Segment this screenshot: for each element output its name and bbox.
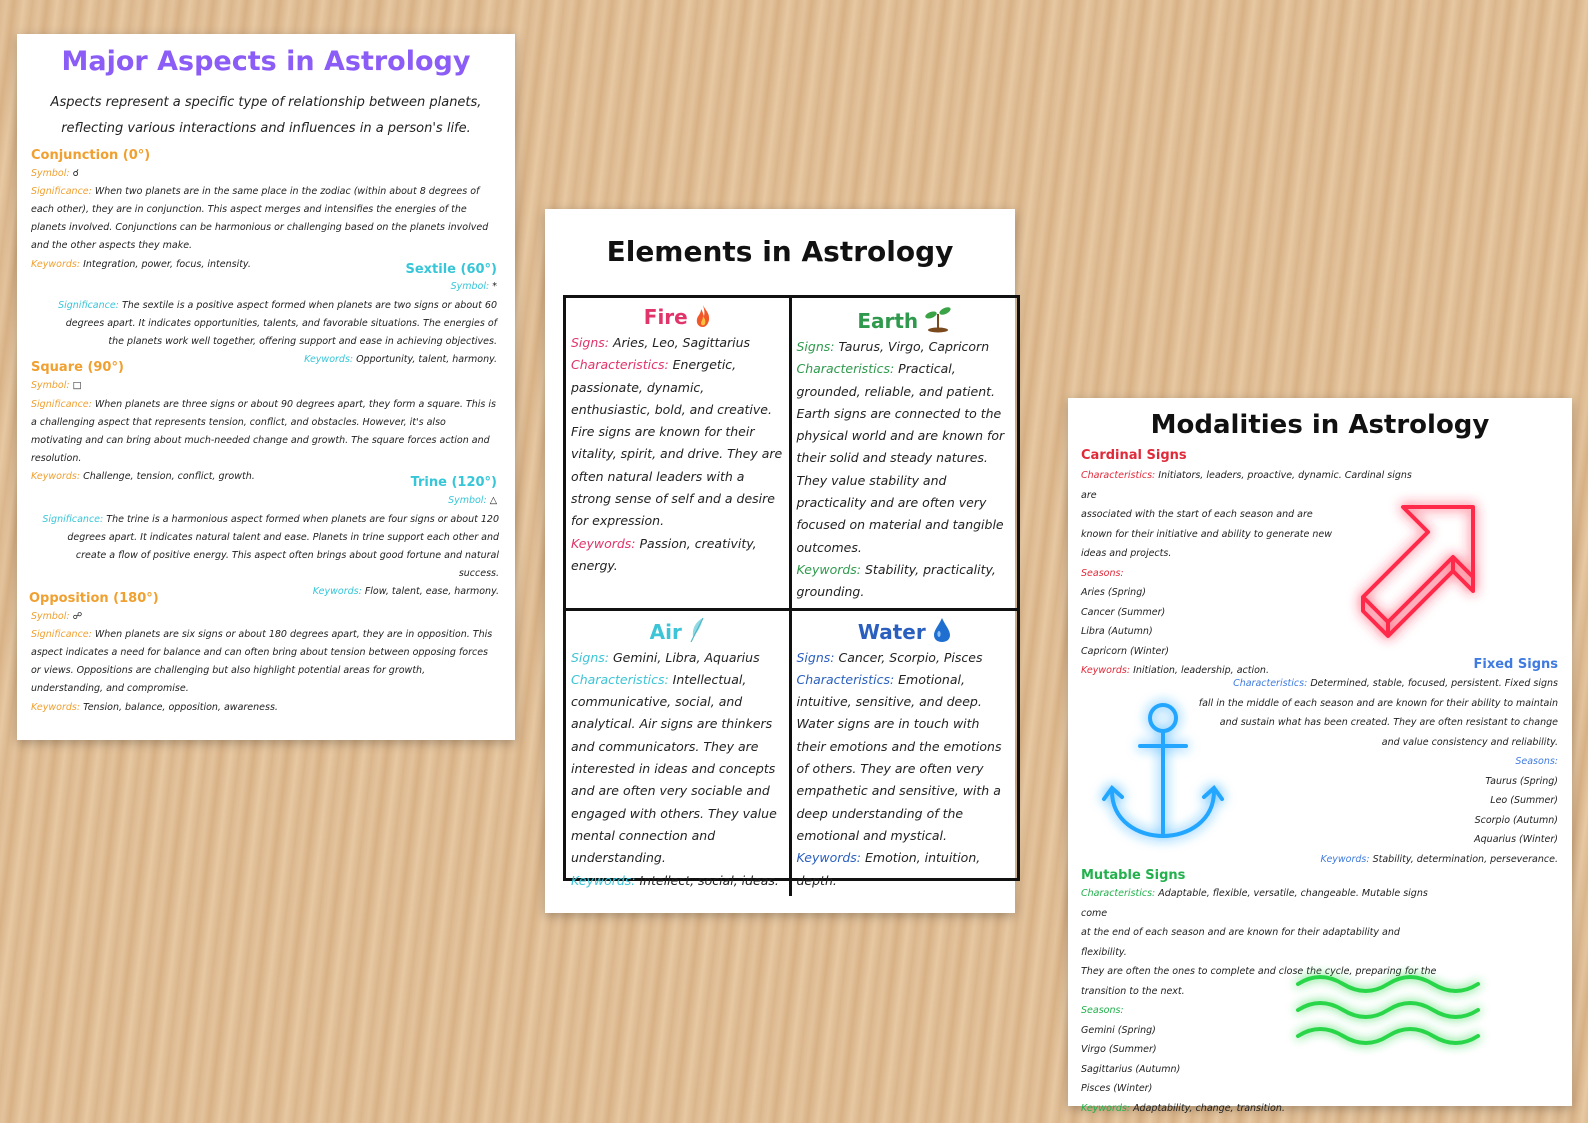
square-heading: Square (90°) bbox=[31, 360, 124, 375]
elements-title: Elements in Astrology bbox=[606, 235, 954, 268]
neon-anchor-icon bbox=[1098, 696, 1228, 846]
conjunction-symbol: Symbol: ☌ bbox=[31, 168, 80, 179]
sextile-keywords: Keywords: Opportunity, talent, harmony. bbox=[304, 354, 497, 365]
fire-heading: Fire bbox=[571, 304, 784, 330]
feather-icon bbox=[689, 617, 705, 643]
fixed-characteristics: Characteristics: Determined, stable, focused, persistent. Fixed signs fall in the middle of each season and are known for their ability to maintain and sustain what has been created. They are often resistant to change and value consistency and reliability. Seasons: Taurus (Spring) Leo (Summer) Scorpio (Autumn) Aquarius (Winter) Keywords: Stability, determination, perseverance. bbox=[1198, 678, 1558, 865]
modalities-title: Modalities in Astrology bbox=[1150, 410, 1490, 440]
water-heading: Water bbox=[797, 617, 1013, 645]
sextile-significance: Significance: The sextile is a positive aspect formed when planets are two signs or about 60 degrees apart. It indicates opportunities, talents, and favorable situations. The energies of the planets work well together, offering support and ease in achieving objectives. bbox=[58, 300, 497, 347]
neon-waves-icon bbox=[1288, 966, 1488, 1056]
sextile-symbol: Symbol: * bbox=[450, 281, 497, 292]
fixed-heading: Fixed Signs bbox=[1473, 657, 1558, 672]
cardinal-characteristics: Characteristics: Initiators, leaders, proactive, dynamic. Cardinal signs are associated with the start of each season and are known for their initiative and ability to generate new ideas and projects. Seasons: Aries (Spring) Cancer (Summer) Libra (Autumn) Capricorn (Winter) Keywords: Initiation, leadership, action. bbox=[1081, 470, 1412, 676]
cardinal-heading: Cardinal Signs bbox=[1081, 448, 1187, 463]
aspects-sheet bbox=[17, 34, 515, 740]
square-significance: Significance: When planets are three signs or about 90 degrees apart, they form a square. This is a challenging aspect that represents tension, conflict, and obstacles. However, it's also motivating and can bring about much-needed change and growth. The square forces action and resolution. bbox=[31, 399, 496, 464]
trine-keywords: Keywords: Flow, talent, ease, harmony. bbox=[312, 586, 499, 597]
square-symbol: Symbol: □ bbox=[31, 380, 82, 391]
earth-cell: Earth Signs: Taurus, Virgo, Capricorn Characteristics: Practical, grounded, reliable, and patient. Earth signs are connected to the physical world and are known for their solid and steady natures. They value stability and practicality and are often very focused on material and tangible outcomes. Keywords: Stability, practicality, grounding. bbox=[792, 298, 1018, 611]
fire-cell: Fire Signs: Aries, Leo, Sagittarius Characteristics: Energetic, passionate, dynamic, enthusiastic, bold, and creative. Fire signs are known for their vitality, spirit, and drive. They are often natural leaders with a strong sense of self and a desire for expression. Keywords: Passion, creativity, energy. bbox=[566, 298, 792, 611]
conjunction-significance: Significance: When two planets are in the same place in the zodiac (within about 8 degrees of each other), they are in conjunction. This aspect merges and intensifies the energies of the planets involved. Conjunctions can be harmonious or challenging based on the planets involved and the other aspects they make. bbox=[31, 186, 489, 251]
trine-significance: Significance: The trine is a harmonious aspect formed when planets are four signs or about 120 degrees apart. It indicates natural talent and ease. Planets in trine support each other and create a flow of positive energy. This aspect often brings about good fortune and natural success. bbox=[42, 514, 499, 579]
aspects-title: Major Aspects in Astrology bbox=[61, 46, 471, 77]
air-heading: Air bbox=[571, 617, 784, 645]
water-cell: Water Signs: Cancer, Scorpio, Pisces Characteristics: Emotional, intuitive, sensitive, and deep. Water signs are in touch with their emotions and the emotions of others. They are often very empathetic and sensitive, with a deep understanding of the emotional and mystical. Keywords: Emotion, intuition, depth. bbox=[792, 611, 1018, 896]
earth-heading: Earth bbox=[797, 304, 1013, 334]
sprout-icon bbox=[925, 304, 951, 332]
opposition-heading: Opposition (180°) bbox=[29, 591, 159, 606]
elements-grid bbox=[563, 295, 1020, 888]
air-cell: Air Signs: Gemini, Libra, Aquarius Characteristics: Intellectual, communicative, social, and analytical. Air signs are thinkers and communicators. They are interested in ideas and concepts and are often very sociable and engaged with others. They value mental connection and understanding. Keywords: Intellect, social, ideas. bbox=[566, 611, 792, 896]
flame-icon bbox=[695, 304, 711, 328]
opposition-keywords: Keywords: Tension, balance, opposition, awareness. bbox=[31, 702, 278, 713]
trine-symbol: Symbol: △ bbox=[448, 495, 497, 506]
neon-arrow-icon bbox=[1343, 493, 1483, 638]
opposition-significance: Significance: When planets are six signs or about 180 degrees apart, they are in opposition. This aspect indicates a need for balance and can often bring about tension between opposing forces or views. Oppositions are challenging but also highlight potential areas for growth, understanding, and compromise. bbox=[31, 629, 493, 694]
conjunction-keywords: Keywords: Integration, power, focus, intensity. bbox=[31, 259, 251, 270]
mutable-characteristics: Characteristics: Adaptable, flexible, versatile, changeable. Mutable signs come at the end of each season and are known for their adaptability and flexibility. They are often the ones to complete and close the cycle, preparing for the transition to the next. Seasons: Gemini (Spring) Virgo (Summer) Sagittarius (Autumn) Pisces (Winter) Keywords: Adaptability, change, transition. bbox=[1081, 888, 1437, 1114]
sextile-heading: Sextile (60°) bbox=[405, 262, 497, 277]
conjunction-heading: Conjunction (0°) bbox=[31, 148, 151, 163]
elements-sheet bbox=[545, 209, 1015, 913]
opposition-symbol: Symbol: ☍ bbox=[31, 611, 83, 622]
trine-heading: Trine (120°) bbox=[410, 475, 497, 490]
square-keywords: Keywords: Challenge, tension, conflict, growth. bbox=[31, 471, 255, 482]
aspects-intro: Aspects represent a specific type of relationship between planets, reflecting various interactions and influences in a person's life. bbox=[50, 95, 482, 136]
modalities-sheet bbox=[1068, 398, 1572, 1114]
mutable-heading: Mutable Signs bbox=[1081, 868, 1186, 883]
water-drop-icon bbox=[933, 617, 951, 643]
